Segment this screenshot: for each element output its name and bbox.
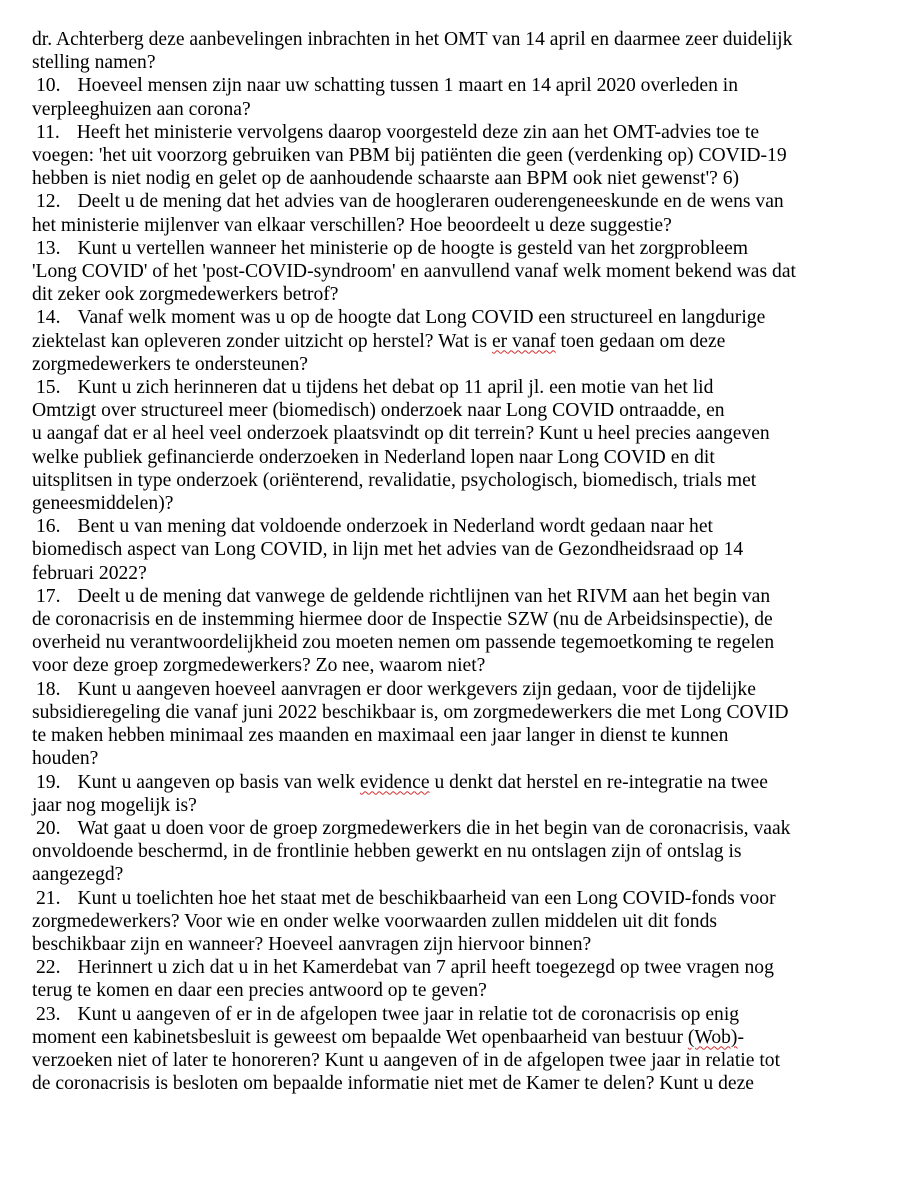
text-line: [32, 260, 872, 283]
question-text: Hoeveel mensen zijn naar uw schatting tussen 1 maart en 14 april 2020 overleden in: [77, 75, 739, 97]
text-line: [32, 747, 872, 770]
question-item: [32, 771, 872, 817]
question-text: Kunt u aangeven hoeveel aanvragen er door werkgevers zijn gedaan, voor de tijdelijke: [77, 678, 756, 700]
text-line: [32, 492, 872, 515]
question-number: 13.: [36, 237, 61, 259]
question-text: Deelt u de mening dat vanwege de geldende richtlijnen van het RIVM aan het begin van: [77, 585, 771, 607]
question-number: 23.: [36, 1003, 61, 1025]
question-number: 20.: [36, 817, 61, 839]
question-item: [32, 376, 872, 515]
question-text: jaar nog mogelijk is?: [32, 794, 197, 816]
question-text: welke publiek gefinancierde onderzoeken in Nederland lopen naar Long COVID en dit: [32, 446, 715, 468]
text-line: [32, 74, 872, 97]
question-item: [32, 956, 872, 1002]
text-line: [32, 98, 872, 121]
text-line: [32, 631, 872, 654]
question-item: [32, 515, 872, 585]
question-text: Kunt u toelichten hoe het staat met de beschikbaarheid van een Long COVID-fonds voor: [77, 887, 776, 909]
text-line: [32, 422, 872, 445]
question-number: 15.: [36, 377, 61, 399]
question-number: 17.: [36, 585, 61, 607]
question-text: terug te komen en daar een precies antwoord op te geven?: [32, 980, 487, 1002]
question-text: zorgmedewerkers? Voor wie en onder welke voorwaarden zullen middelen uit dit fonds: [32, 910, 718, 932]
question-number: 19.: [36, 771, 61, 793]
question-item: [32, 887, 872, 957]
question-text: Heeft het ministerie vervolgens daarop voorgesteld deze zin aan het OMT-advies toe te: [76, 121, 760, 143]
question-text: voor deze groep zorgmedewerkers? Zo nee, waarom niet?: [32, 655, 486, 677]
question-item: [32, 190, 872, 236]
question-text: onvoldoende beschermd, in de frontlinie hebben gewerkt en nu ontslagen zijn of ontslag is: [32, 841, 742, 863]
text-line: [32, 214, 872, 237]
question-text: Kunt u vertellen wanneer het ministerie op de hoogte is gesteld van het zorgprobleem: [77, 237, 749, 259]
text-line: [32, 330, 872, 353]
question-text: beschikbaar zijn en wanneer? Hoeveel aanvragen zijn hiervoor binnen?: [32, 933, 592, 955]
question-text: Wat gaat u doen voor de groep zorgmedewerkers die in het begin van de coronacrisis, vaak: [77, 817, 791, 839]
question-text: Kunt u aangeven of er in de afgelopen twee jaar in relatie tot de coronacrisis op enig: [77, 1003, 740, 1025]
question-item: [32, 237, 872, 307]
question-number: 11.: [36, 121, 60, 143]
question-list: [32, 74, 872, 1095]
question-text: u aangaf dat er al heel veel onderzoek plaatsvindt op dit terrein? Kunt u heel precies aangeven: [32, 423, 770, 445]
text-line: [32, 817, 872, 840]
question-number: 12.: [36, 191, 61, 213]
question-text: ziektelast kan opleveren zonder uitzicht op herstel? Wat is er vanaf toen gedaan om deze: [32, 330, 726, 352]
text-line: [32, 608, 872, 631]
text-line: dr. Achterberg deze aanbevelingen inbrachten in het OMT van 14 april en daarmee zeer duidelijk: [32, 29, 793, 50]
question-number: 14.: [36, 307, 61, 329]
question-number: 18.: [36, 678, 61, 700]
text-line: [32, 237, 872, 260]
question-text: zorgmedewerkers te ondersteunen?: [32, 353, 309, 375]
question-item: [32, 585, 872, 678]
question-text: biomedisch aspect van Long COVID, in lijn met het advies van de Gezondheidsraad op 14: [32, 539, 744, 561]
question-item: [32, 1003, 872, 1096]
question-text: februari 2022?: [32, 562, 147, 584]
question-text: 'Long COVID' of het 'post-COVID-syndroom' en aanvullend vanaf welk moment bekend was dat: [32, 261, 796, 283]
question-text: te maken hebben minimaal zes maanden en maximaal een jaar langer in dienst te kunnen: [32, 725, 729, 747]
text-line: [32, 353, 872, 376]
question-text: Bent u van mening dat voldoende onderzoek in Nederland wordt gedaan naar het: [77, 516, 713, 538]
text-line: [32, 654, 872, 677]
question-text: de coronacrisis en de instemming hiermee door de Inspectie SZW (nu de Arbeidsinspectie), de: [32, 609, 773, 631]
question-text: Omtzigt over structureel meer (biomedisch) onderzoek naar Long COVID ontraadde, en: [32, 400, 725, 422]
text-line: [32, 1026, 872, 1049]
text-line: [32, 376, 872, 399]
text-line: [32, 585, 872, 608]
question-item: [32, 678, 872, 771]
text-line: [32, 887, 872, 910]
text-line: [32, 1072, 872, 1095]
text-line: [32, 1049, 872, 1072]
text-line: [32, 538, 872, 561]
text-line: [32, 863, 872, 886]
question-text: de coronacrisis is besloten om bepaalde informatie niet met de Kamer te delen? Kunt u deze: [32, 1073, 754, 1095]
text-line: [32, 794, 872, 817]
question-text: Vanaf welk moment was u op de hoogte dat Long COVID een structureel en langdurige: [77, 307, 766, 329]
question-item: [32, 74, 872, 120]
text-line: [32, 678, 872, 701]
text-line: [32, 979, 872, 1002]
spellcheck-mark: er vanaf: [491, 330, 556, 352]
text-line: [32, 840, 872, 863]
text-line: [32, 956, 872, 979]
text-line: [32, 306, 872, 329]
question-text: verzoeken niet of later te honoreren? Kunt u aangeven of in de afgelopen twee jaar in relatie tot: [32, 1049, 781, 1071]
question-text: voegen: 'het uit voorzorg gebruiken van PBM bij patiënten die geen (verdenking op) COVID-19: [32, 145, 787, 167]
text-line: [32, 562, 872, 585]
spellcheck-mark: evidence: [359, 771, 430, 793]
question-text: aangezegd?: [32, 864, 124, 886]
question-text: het ministerie mijlenver van elkaar verschillen? Hoe beoordeelt u deze suggestie?: [32, 214, 672, 236]
question-text: Kunt u aangeven op basis van welk evidence u denkt dat herstel en re-integratie na twee: [77, 771, 768, 793]
question-text: houden?: [32, 748, 99, 770]
text-line: [32, 446, 872, 469]
question-text: overheid nu verantwoordelijkheid zou moeten nemen om passende tegemoetkoming te regelen: [32, 632, 775, 654]
text-line: [32, 167, 872, 190]
text-line: [32, 469, 872, 492]
question-text: verpleeghuizen aan corona?: [32, 98, 251, 120]
question-number: 21.: [36, 887, 61, 909]
text-line: [32, 515, 872, 538]
question-number: 16.: [36, 516, 61, 538]
question-text: uitsplitsen in type onderzoek (oriënterend, revalidatie, psychologisch, biomedisch, trials met: [32, 469, 757, 491]
question-text: moment een kabinetsbesluit is geweest om bepaalde Wet openbaarheid van bestuur (Wob)-: [32, 1026, 744, 1048]
text-line: [32, 283, 872, 306]
question-text: Herinnert u zich dat u in het Kamerdebat van 7 april heeft toegezegd op twee vragen nog: [77, 957, 774, 979]
text-line: stelling namen?: [32, 52, 156, 74]
text-line: [32, 399, 872, 422]
question-text: Deelt u de mening dat het advies van de hoogleraren ouderengeneeskunde en de wens van: [77, 191, 784, 213]
question-item: [32, 306, 872, 376]
question-item: [32, 121, 872, 191]
text-line: [32, 724, 872, 747]
text-line: [32, 190, 872, 213]
text-line: [32, 771, 872, 794]
text-line: [32, 910, 872, 933]
text-line: [32, 933, 872, 956]
text-line: [32, 144, 872, 167]
question-text: dit zeker ook zorgmedewerkers betrof?: [32, 284, 339, 306]
question-number: 22.: [36, 957, 61, 979]
question-number: 10.: [36, 75, 61, 97]
question-text: hebben is niet nodig en gelet op de aanhoudende schaarste aan BPM ook niet gewenst'? 6): [32, 168, 740, 190]
text-line: [32, 701, 872, 724]
question-text: Kunt u zich herinneren dat u tijdens het debat op 11 april jl. een motie van het lid: [77, 377, 714, 399]
spellcheck-mark: (Wob): [687, 1026, 738, 1048]
question-text: subsidieregeling die vanaf juni 2022 beschikbaar is, om zorgmedewerkers die met Long COVID: [32, 701, 789, 723]
text-line: [32, 121, 872, 144]
text-line: [32, 1003, 872, 1026]
question-item: [32, 817, 872, 887]
intro-paragraph: [32, 28, 872, 74]
question-text: geneesmiddelen)?: [32, 493, 174, 515]
